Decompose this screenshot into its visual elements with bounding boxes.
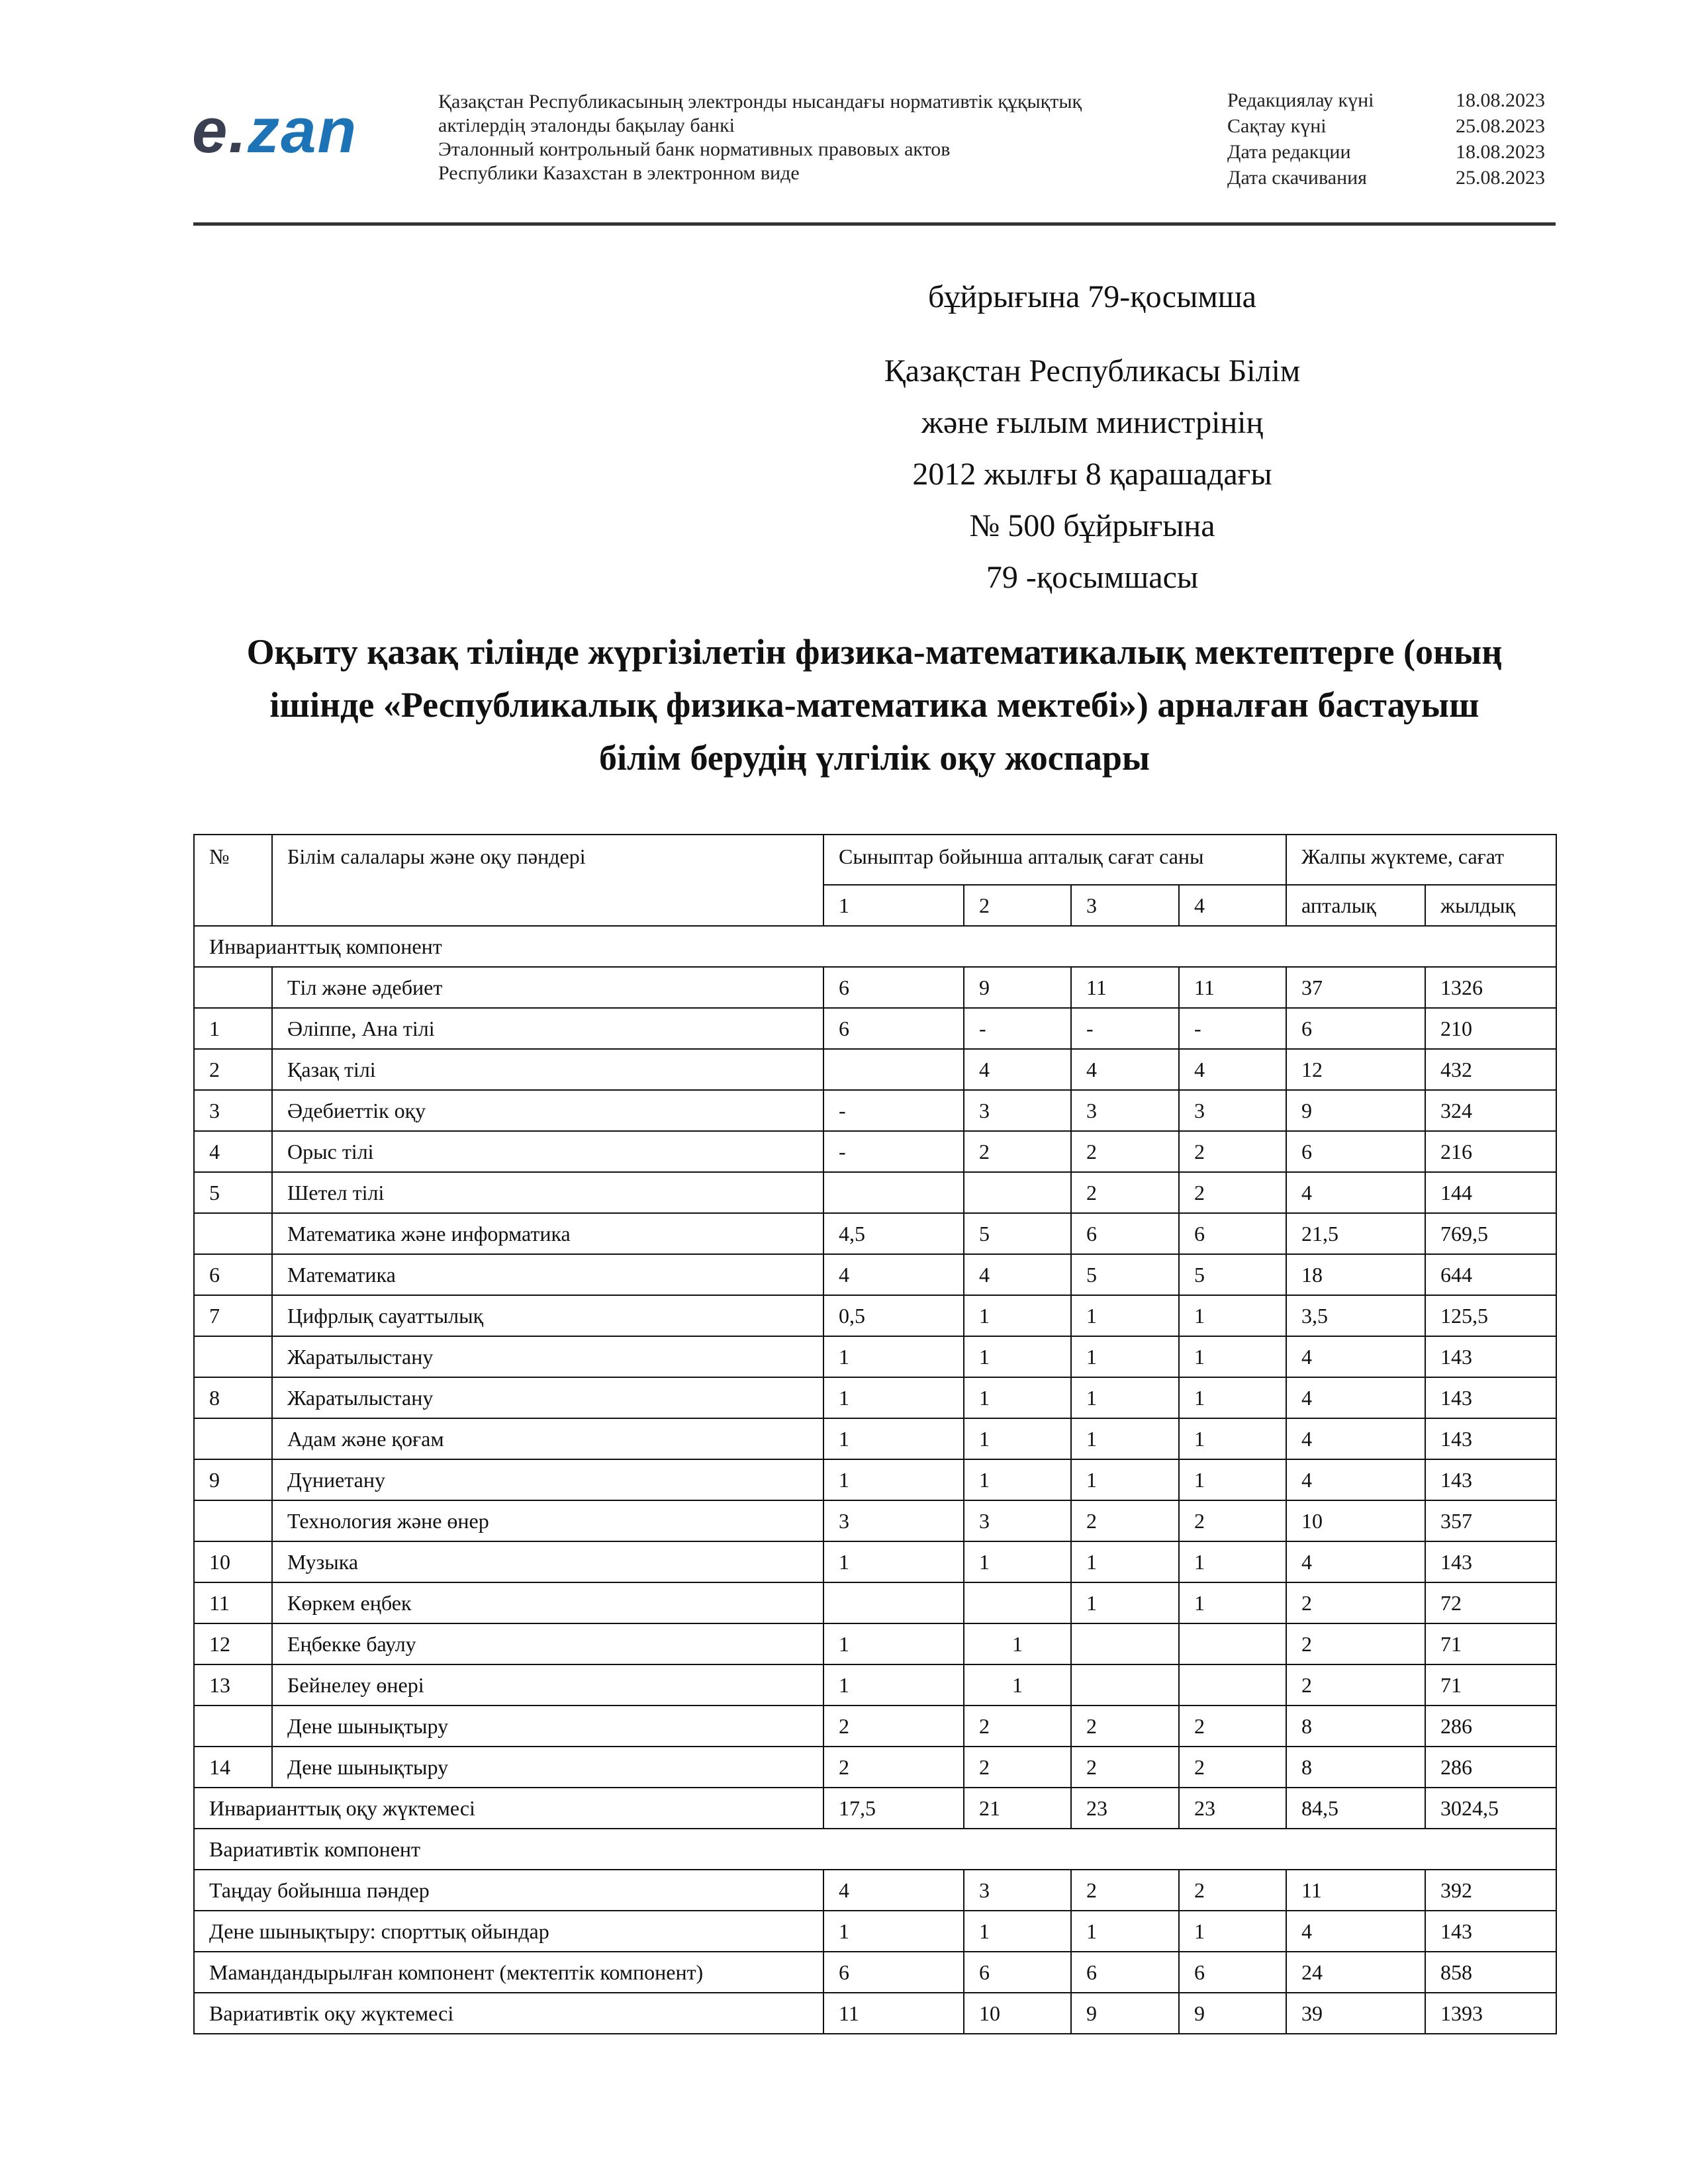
cell-weekly: 8 xyxy=(1286,1706,1425,1747)
cell-yearly: 324 xyxy=(1425,1090,1556,1131)
appendix-line: бұйрығына 79-қосымша xyxy=(928,279,1256,314)
header-weekly: апталық xyxy=(1286,885,1425,926)
cell-grade-2: 2 xyxy=(964,1131,1071,1172)
table-row xyxy=(194,1664,1556,1706)
table-row xyxy=(194,1459,1556,1500)
cell-grade-1: 11 xyxy=(823,1993,964,2034)
appendix-line: және ғылым министрінің xyxy=(921,405,1264,440)
cell-value: 1 xyxy=(1012,1631,1023,1656)
cell-num: 11 xyxy=(194,1582,272,1623)
cell-subject: Дүниетану xyxy=(272,1459,823,1500)
cell-yearly: 286 xyxy=(1425,1747,1556,1788)
cell-grade-2: 1 xyxy=(964,1911,1071,1952)
section-label: Вариативтік компонент xyxy=(194,1829,1556,1870)
cell-grade-4 xyxy=(1179,1664,1286,1706)
cell-grade-2: 10 xyxy=(964,1993,1071,2034)
cell-grade-3: 1 xyxy=(1071,1377,1179,1418)
cell-yearly: 210 xyxy=(1425,1008,1556,1049)
cell-yearly: 143 xyxy=(1425,1336,1556,1377)
cell-weekly: 18 xyxy=(1286,1254,1425,1295)
header-description-line: Республики Казахстан в электронном виде xyxy=(438,162,800,184)
summary-row xyxy=(194,1911,1556,1952)
cell-yearly: 143 xyxy=(1425,1418,1556,1459)
cell-grade-4: 1 xyxy=(1179,1582,1286,1623)
cell-grade-3: 6 xyxy=(1071,1213,1179,1254)
cell-grade-1 xyxy=(823,1582,964,1623)
cell-subject: Әдебиеттік оқу xyxy=(272,1090,823,1131)
table-body xyxy=(194,926,1556,2034)
meta-label: Редакциялау күні xyxy=(1227,89,1374,111)
cell-grade-4: 2 xyxy=(1179,1172,1286,1213)
cell-grade-2: 6 xyxy=(964,1952,1071,1993)
cell-grade-4: 11 xyxy=(1179,967,1286,1008)
cell-grade-3: 2 xyxy=(1071,1500,1179,1541)
cell-grade-3: 11 xyxy=(1071,967,1179,1008)
header-subject: Білім салалары және оқу пәндері xyxy=(272,835,823,926)
cell-grade-3: 1 xyxy=(1071,1418,1179,1459)
cell-grade-3: 2 xyxy=(1071,1747,1179,1788)
cell-grade-1: 4,5 xyxy=(823,1213,964,1254)
cell-weekly: 10 xyxy=(1286,1500,1425,1541)
appendix-line: 2012 жылғы 8 қарашадағы xyxy=(912,457,1272,492)
cell-weekly: 4 xyxy=(1286,1911,1425,1952)
table-row xyxy=(194,1336,1556,1377)
document-title xyxy=(193,625,1556,784)
cell-weekly: 8 xyxy=(1286,1747,1425,1788)
cell-yearly: 144 xyxy=(1425,1172,1556,1213)
cell-num: 13 xyxy=(194,1664,272,1706)
cell-yearly: 143 xyxy=(1425,1911,1556,1952)
table-row xyxy=(194,1706,1556,1747)
cell-grade-4: 2 xyxy=(1179,1747,1286,1788)
cell-grade-3: 6 xyxy=(1071,1952,1179,1993)
table-header-row xyxy=(194,835,1556,885)
cell-grade-4: 1 xyxy=(1179,1377,1286,1418)
cell-yearly: 858 xyxy=(1425,1952,1556,1993)
cell-grade-1: 0,5 xyxy=(823,1295,964,1336)
cell-num: 5 xyxy=(194,1172,272,1213)
cell-num xyxy=(194,1213,272,1254)
cell-grade-4: - xyxy=(1179,1008,1286,1049)
table-row xyxy=(194,1623,1556,1664)
summary-row xyxy=(194,1993,1556,2034)
header-load-group: Жалпы жүктеме, сағат xyxy=(1286,835,1556,885)
cell-grade-2: 2 xyxy=(964,1747,1071,1788)
cell-grade-2: 1 xyxy=(964,1295,1071,1336)
meta-value: 25.08.2023 xyxy=(1456,115,1545,137)
cell-grade-3 xyxy=(1071,1664,1179,1706)
appendix-block xyxy=(728,345,1456,604)
appendix-line: Қазақстан Республикасы Білім xyxy=(884,353,1301,388)
cell-weekly: 2 xyxy=(1286,1582,1425,1623)
cell-num: 8 xyxy=(194,1377,272,1418)
cell-grade-3: 2 xyxy=(1071,1131,1179,1172)
cell-weekly: 3,5 xyxy=(1286,1295,1425,1336)
header-num: № xyxy=(194,835,272,926)
cell-yearly: 71 xyxy=(1425,1664,1556,1706)
cell-grade-3: 3 xyxy=(1071,1090,1179,1131)
title-line: ішінде «Республикалық физика-математика мектебі») арналған бастауыш xyxy=(269,685,1479,725)
table-row xyxy=(194,1008,1556,1049)
cell-subject: Бейнелеу өнері xyxy=(272,1664,823,1706)
cell-grade-1: 6 xyxy=(823,1952,964,1993)
ezan-logo xyxy=(192,95,358,166)
cell-grade-2 xyxy=(964,1664,1071,1706)
cell-grade-4: 6 xyxy=(1179,1213,1286,1254)
cell-grade-1: 4 xyxy=(823,1254,964,1295)
cell-grade-1: 6 xyxy=(823,967,964,1008)
cell-grade-2 xyxy=(964,1623,1071,1664)
cell-grade-4: 23 xyxy=(1179,1788,1286,1829)
cell-weekly: 11 xyxy=(1286,1870,1425,1911)
meta-row xyxy=(1227,165,1545,191)
title-line: білім берудің үлгілік оқу жоспары xyxy=(598,738,1150,778)
table-row xyxy=(194,1172,1556,1213)
cell-yearly: 357 xyxy=(1425,1500,1556,1541)
cell-grade-1: 2 xyxy=(823,1747,964,1788)
logo-part2: zan xyxy=(248,95,358,166)
meta-row xyxy=(1227,139,1545,165)
cell-grade-4: 4 xyxy=(1179,1049,1286,1090)
header-meta xyxy=(1227,87,1545,191)
cell-yearly: 143 xyxy=(1425,1377,1556,1418)
cell-subject: Еңбекке баулу xyxy=(272,1623,823,1664)
cell-grade-3: 1 xyxy=(1071,1295,1179,1336)
cell-num xyxy=(194,1336,272,1377)
section-row xyxy=(194,1829,1556,1870)
header-grade: 3 xyxy=(1071,885,1179,926)
cell-grade-3: 2 xyxy=(1071,1172,1179,1213)
cell-grade-1: 6 xyxy=(823,1008,964,1049)
meta-row xyxy=(1227,87,1545,113)
cell-value: 1 xyxy=(1012,1672,1023,1697)
header-grade: 2 xyxy=(964,885,1071,926)
cell-grade-4: 1 xyxy=(1179,1911,1286,1952)
cell-grade-4: 1 xyxy=(1179,1541,1286,1582)
header-yearly: жылдық xyxy=(1425,885,1556,926)
cell-num: 2 xyxy=(194,1049,272,1090)
cell-grade-3: 1 xyxy=(1071,1911,1179,1952)
section-label: Инварианттық компонент xyxy=(194,926,1556,967)
cell-weekly: 4 xyxy=(1286,1336,1425,1377)
cell-subject: Көркем еңбек xyxy=(272,1582,823,1623)
cell-subject: Қазақ тілі xyxy=(272,1049,823,1090)
table-row xyxy=(194,1377,1556,1418)
table-row xyxy=(194,1090,1556,1131)
summary-row xyxy=(194,1952,1556,1993)
cell-grade-3: - xyxy=(1071,1008,1179,1049)
cell-grade-2: 2 xyxy=(964,1706,1071,1747)
cell-yearly: 72 xyxy=(1425,1582,1556,1623)
cell-subject: Жаратылыстану xyxy=(272,1336,823,1377)
cell-grade-4: 1 xyxy=(1179,1459,1286,1500)
meta-label: Дата редакции xyxy=(1227,141,1351,163)
cell-subject: Математика және информатика xyxy=(272,1213,823,1254)
cell-grade-4: 5 xyxy=(1179,1254,1286,1295)
cell-grade-3: 9 xyxy=(1071,1993,1179,2034)
logo-part1: e. xyxy=(192,95,248,166)
cell-grade-4: 2 xyxy=(1179,1706,1286,1747)
cell-grade-1: 2 xyxy=(823,1706,964,1747)
summary-row xyxy=(194,1870,1556,1911)
cell-weekly: 21,5 xyxy=(1286,1213,1425,1254)
cell-weekly: 24 xyxy=(1286,1952,1425,1993)
cell-yearly: 286 xyxy=(1425,1706,1556,1747)
cell-grade-1: 1 xyxy=(823,1377,964,1418)
cell-grade-2: - xyxy=(964,1008,1071,1049)
cell-grade-2: 4 xyxy=(964,1049,1071,1090)
cell-num: 9 xyxy=(194,1459,272,1500)
cell-grade-3: 1 xyxy=(1071,1336,1179,1377)
cell-num: 1 xyxy=(194,1008,272,1049)
cell-grade-2: 4 xyxy=(964,1254,1071,1295)
cell-yearly: 1393 xyxy=(1425,1993,1556,2034)
cell-grade-4: 1 xyxy=(1179,1418,1286,1459)
cell-grade-1: 1 xyxy=(823,1623,964,1664)
cell-num: 7 xyxy=(194,1295,272,1336)
cell-yearly: 769,5 xyxy=(1425,1213,1556,1254)
title-line: Оқыту қазақ тілінде жүргізілетін физика-математикалық мектептерге (оның xyxy=(246,632,1503,672)
section-row xyxy=(194,926,1556,967)
table-row xyxy=(194,967,1556,1008)
cell-grade-4: 1 xyxy=(1179,1295,1286,1336)
cell-weekly: 4 xyxy=(1286,1459,1425,1500)
cell-grade-1 xyxy=(823,1049,964,1090)
row-label: Инварианттық оқу жүктемесі xyxy=(194,1788,823,1829)
cell-grade-3: 1 xyxy=(1071,1582,1179,1623)
cell-grade-4: 2 xyxy=(1179,1131,1286,1172)
cell-weekly: 2 xyxy=(1286,1664,1425,1706)
cell-yearly: 216 xyxy=(1425,1131,1556,1172)
meta-row xyxy=(1227,113,1545,139)
curriculum-table xyxy=(193,834,1557,2034)
table-row xyxy=(194,1541,1556,1582)
cell-num: 12 xyxy=(194,1623,272,1664)
header-description-line: актілердің эталонды бақылау банкі xyxy=(438,114,735,136)
cell-grade-1: 4 xyxy=(823,1870,964,1911)
meta-value: 18.08.2023 xyxy=(1456,141,1545,163)
cell-subject: Цифрлық сауаттылық xyxy=(272,1295,823,1336)
cell-grade-3 xyxy=(1071,1623,1179,1664)
cell-grade-2: 1 xyxy=(964,1336,1071,1377)
meta-label: Дата скачивания xyxy=(1227,167,1367,189)
cell-grade-4: 1 xyxy=(1179,1336,1286,1377)
cell-weekly: 4 xyxy=(1286,1377,1425,1418)
cell-grade-3: 4 xyxy=(1071,1049,1179,1090)
cell-weekly: 84,5 xyxy=(1286,1788,1425,1829)
table-row xyxy=(194,1131,1556,1172)
cell-yearly: 432 xyxy=(1425,1049,1556,1090)
cell-grade-3: 1 xyxy=(1071,1541,1179,1582)
cell-grade-1: 1 xyxy=(823,1418,964,1459)
table-row xyxy=(194,1582,1556,1623)
cell-grade-1: 3 xyxy=(823,1500,964,1541)
row-label: Мамандандырылған компонент (мектептік компонент) xyxy=(194,1952,823,1993)
table-row xyxy=(194,1747,1556,1788)
cell-weekly: 39 xyxy=(1286,1993,1425,2034)
cell-grade-1: - xyxy=(823,1131,964,1172)
cell-yearly: 644 xyxy=(1425,1254,1556,1295)
header-grade: 1 xyxy=(823,885,964,926)
cell-yearly: 143 xyxy=(1425,1459,1556,1500)
cell-num: 4 xyxy=(194,1131,272,1172)
cell-subject: Тіл және әдебиет xyxy=(272,967,823,1008)
cell-subject: Математика xyxy=(272,1254,823,1295)
cell-grade-2: 21 xyxy=(964,1788,1071,1829)
header-grade: 4 xyxy=(1179,885,1286,926)
table-row xyxy=(194,1049,1556,1090)
cell-grade-4: 3 xyxy=(1179,1090,1286,1131)
cell-weekly: 6 xyxy=(1286,1008,1425,1049)
meta-label: Сақтау күні xyxy=(1227,115,1327,137)
header-description-line: Эталонный контрольный банк нормативных правовых актов xyxy=(438,138,951,160)
cell-grade-2: 1 xyxy=(964,1418,1071,1459)
cell-subject: Технология және өнер xyxy=(272,1500,823,1541)
row-label: Таңдау бойынша пәндер xyxy=(194,1870,823,1911)
cell-yearly: 71 xyxy=(1425,1623,1556,1664)
cell-weekly: 37 xyxy=(1286,967,1425,1008)
cell-grade-3: 23 xyxy=(1071,1788,1179,1829)
header-grades-group: Сыныптар бойынша апталық сағат саны xyxy=(823,835,1286,885)
cell-subject: Дене шынықтыру xyxy=(272,1706,823,1747)
cell-weekly: 4 xyxy=(1286,1541,1425,1582)
cell-num xyxy=(194,967,272,1008)
cell-grade-2: 5 xyxy=(964,1213,1071,1254)
table-row xyxy=(194,1254,1556,1295)
cell-grade-3: 5 xyxy=(1071,1254,1179,1295)
cell-num: 14 xyxy=(194,1747,272,1788)
cell-grade-4: 6 xyxy=(1179,1952,1286,1993)
cell-grade-2: 3 xyxy=(964,1090,1071,1131)
header-description xyxy=(438,90,1166,185)
cell-weekly: 9 xyxy=(1286,1090,1425,1131)
cell-subject: Жаратылыстану xyxy=(272,1377,823,1418)
cell-subject: Музыка xyxy=(272,1541,823,1582)
cell-grade-3: 2 xyxy=(1071,1706,1179,1747)
cell-weekly: 12 xyxy=(1286,1049,1425,1090)
cell-weekly: 6 xyxy=(1286,1131,1425,1172)
appendix-line: 79 -қосымшасы xyxy=(986,560,1199,595)
meta-value: 18.08.2023 xyxy=(1456,89,1545,111)
cell-grade-2 xyxy=(964,1172,1071,1213)
cell-grade-1 xyxy=(823,1172,964,1213)
table-row xyxy=(194,1213,1556,1254)
cell-subject: Әліппе, Ана тілі xyxy=(272,1008,823,1049)
row-label: Вариативтік оқу жүктемесі xyxy=(194,1993,823,2034)
row-label: Дене шынықтыру: спорттық ойындар xyxy=(194,1911,823,1952)
cell-weekly: 4 xyxy=(1286,1172,1425,1213)
cell-grade-4: 2 xyxy=(1179,1500,1286,1541)
cell-grade-4: 2 xyxy=(1179,1870,1286,1911)
header-divider xyxy=(193,222,1556,226)
cell-subject: Дене шынықтыру xyxy=(272,1747,823,1788)
cell-subject: Орыс тілі xyxy=(272,1131,823,1172)
cell-num xyxy=(194,1500,272,1541)
cell-grade-1: 1 xyxy=(823,1336,964,1377)
cell-yearly: 1326 xyxy=(1425,967,1556,1008)
cell-grade-2: 1 xyxy=(964,1377,1071,1418)
cell-grade-2: 3 xyxy=(964,1870,1071,1911)
cell-yearly: 125,5 xyxy=(1425,1295,1556,1336)
cell-yearly: 143 xyxy=(1425,1541,1556,1582)
cell-grade-2: 9 xyxy=(964,967,1071,1008)
cell-num xyxy=(194,1418,272,1459)
table-row xyxy=(194,1418,1556,1459)
cell-grade-1: 1 xyxy=(823,1459,964,1500)
cell-grade-1: 17,5 xyxy=(823,1788,964,1829)
appendix-line: № 500 бұйрығына xyxy=(969,508,1215,543)
cell-yearly: 392 xyxy=(1425,1870,1556,1911)
meta-value: 25.08.2023 xyxy=(1456,167,1545,189)
cell-num: 3 xyxy=(194,1090,272,1131)
cell-num: 10 xyxy=(194,1541,272,1582)
cell-grade-2 xyxy=(964,1582,1071,1623)
cell-subject: Адам және қоғам xyxy=(272,1418,823,1459)
cell-grade-4: 9 xyxy=(1179,1993,1286,2034)
summary-row xyxy=(194,1788,1556,1829)
cell-grade-2: 1 xyxy=(964,1541,1071,1582)
cell-grade-3: 1 xyxy=(1071,1459,1179,1500)
cell-weekly: 4 xyxy=(1286,1418,1425,1459)
cell-yearly: 3024,5 xyxy=(1425,1788,1556,1829)
table-row xyxy=(194,1500,1556,1541)
cell-grade-2: 3 xyxy=(964,1500,1071,1541)
cell-grade-4 xyxy=(1179,1623,1286,1664)
cell-num xyxy=(194,1706,272,1747)
cell-grade-2: 1 xyxy=(964,1459,1071,1500)
cell-grade-1: 1 xyxy=(823,1911,964,1952)
cell-grade-3: 2 xyxy=(1071,1870,1179,1911)
cell-grade-1: - xyxy=(823,1090,964,1131)
table-row xyxy=(194,1295,1556,1336)
cell-subject: Шетел тілі xyxy=(272,1172,823,1213)
cell-grade-1: 1 xyxy=(823,1541,964,1582)
header-description-line: Қазақстан Республикасының электронды нысандағы нормативтік құқықтық xyxy=(438,91,1082,113)
cell-num: 6 xyxy=(194,1254,272,1295)
cell-grade-1: 1 xyxy=(823,1664,964,1706)
cell-weekly: 2 xyxy=(1286,1623,1425,1664)
